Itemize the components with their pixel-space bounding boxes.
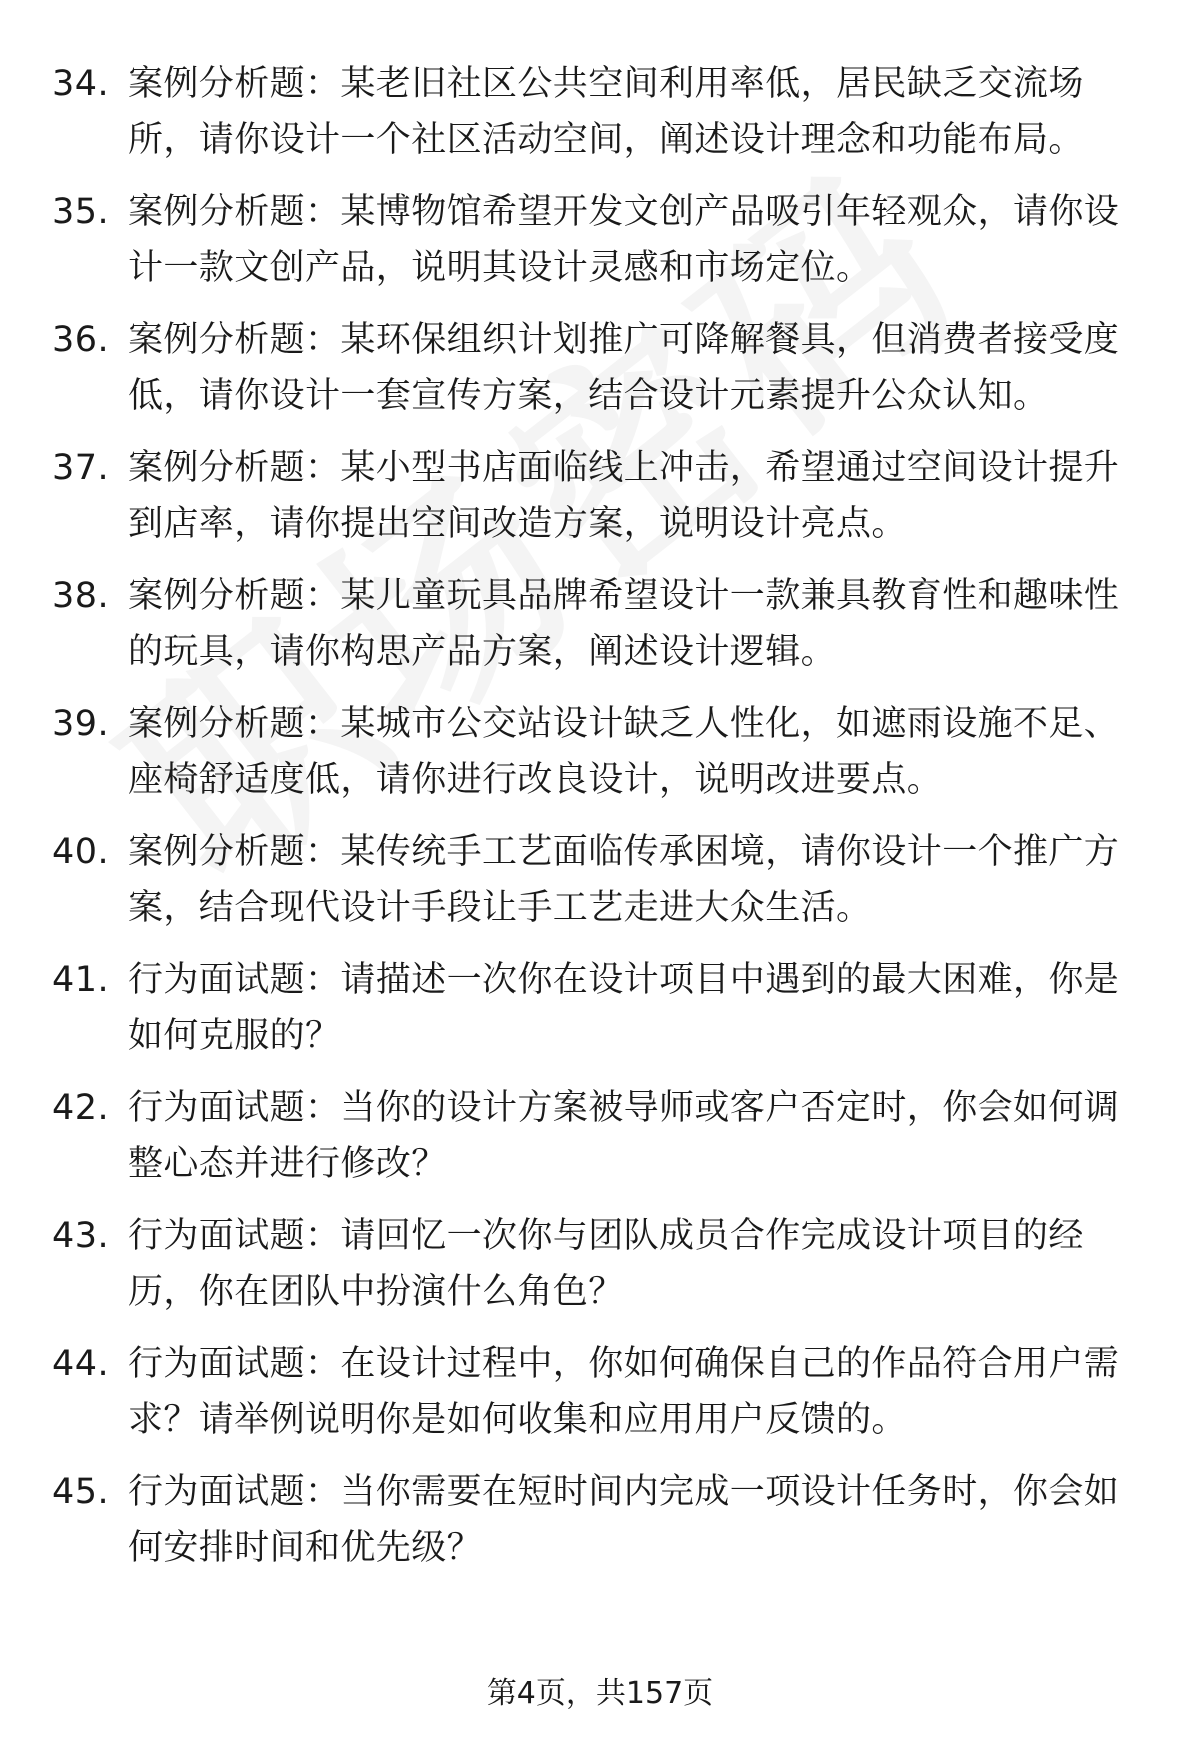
question-text: 案例分析题：某小型书店面临线上冲击，希望通过空间设计提升到店率，请你提出空间改造方案，说明设计亮点。 xyxy=(128,448,1120,544)
question-item xyxy=(0,440,1200,568)
question-item xyxy=(0,1336,1200,1464)
question-number: 38. xyxy=(52,576,110,616)
question-number: 40. xyxy=(52,832,110,872)
question-text: 行为面试题：在设计过程中，你如何确保自己的作品符合用户需求？请举例说明你是如何收集和应用用户反馈的。 xyxy=(128,1344,1120,1440)
question-item xyxy=(0,312,1200,440)
question-number: 35. xyxy=(52,192,110,232)
question-number: 34. xyxy=(52,64,110,104)
question-number: 41. xyxy=(52,960,110,1000)
question-text: 行为面试题：请描述一次你在设计项目中遇到的最大困难，你是如何克服的？ xyxy=(128,960,1120,1056)
question-text: 行为面试题：当你需要在短时间内完成一项设计任务时，你会如何安排时间和优先级？ xyxy=(128,1472,1120,1568)
question-number: 43. xyxy=(52,1216,110,1256)
question-text: 案例分析题：某环保组织计划推广可降解餐具，但消费者接受度低，请你设计一套宣传方案，结合设计元素提升公众认知。 xyxy=(128,320,1120,416)
question-text: 行为面试题：当你的设计方案被导师或客户否定时，你会如何调整心态并进行修改？ xyxy=(128,1088,1120,1184)
question-number: 45. xyxy=(52,1472,110,1512)
question-text: 案例分析题：某老旧社区公共空间利用率低，居民缺乏交流场所，请你设计一个社区活动空间，阐述设计理念和功能布局。 xyxy=(128,64,1084,160)
question-number: 39. xyxy=(52,704,110,744)
question-number: 36. xyxy=(52,320,110,360)
question-item xyxy=(0,824,1200,952)
question-item xyxy=(0,568,1200,696)
question-list xyxy=(0,56,1200,1592)
question-text: 案例分析题：某儿童玩具品牌希望设计一款兼具教育性和趣味性的玩具，请你构思产品方案，阐述设计逻辑。 xyxy=(128,576,1120,672)
page-footer: 第4页，共157页 xyxy=(486,1676,714,1711)
question-text: 案例分析题：某博物馆希望开发文创产品吸引年轻观众，请你设计一款文创产品，说明其设计灵感和市场定位。 xyxy=(128,192,1120,288)
question-item xyxy=(0,952,1200,1080)
question-item xyxy=(0,1208,1200,1336)
question-number: 37. xyxy=(52,448,110,488)
question-item xyxy=(0,1080,1200,1208)
question-item xyxy=(0,184,1200,312)
question-text: 行为面试题：请回忆一次你与团队成员合作完成设计项目的经历，你在团队中扮演什么角色？ xyxy=(128,1216,1084,1312)
question-text: 案例分析题：某传统手工艺面临传承困境，请你设计一个推广方案，结合现代设计手段让手工艺走进大众生活。 xyxy=(128,832,1120,928)
question-item xyxy=(0,1464,1200,1592)
question-number: 42. xyxy=(52,1088,110,1128)
question-number: 44. xyxy=(52,1344,110,1384)
question-item xyxy=(0,56,1200,184)
question-item xyxy=(0,696,1200,824)
question-text: 案例分析题：某城市公交站设计缺乏人性化，如遮雨设施不足、座椅舒适度低，请你进行改良设计，说明改进要点。 xyxy=(128,704,1120,800)
